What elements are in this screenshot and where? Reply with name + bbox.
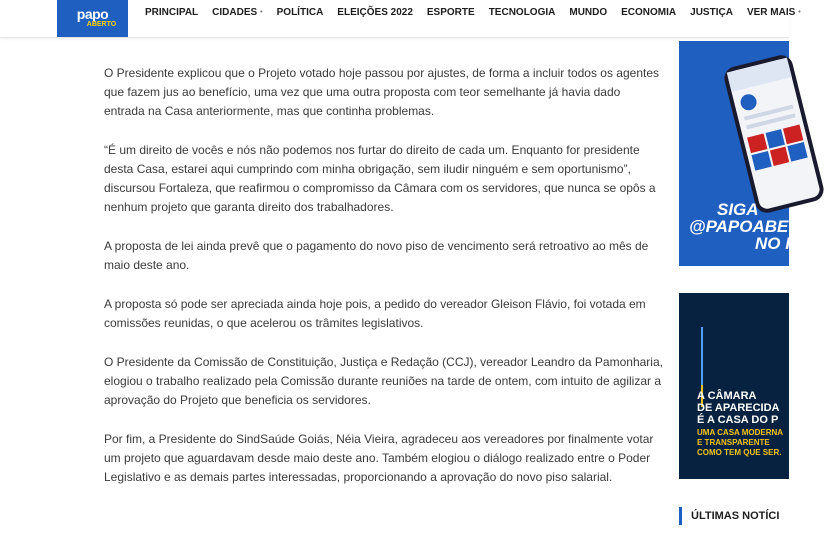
- nav-ver-mais[interactable]: [747, 7, 801, 18]
- nav-politica[interactable]: [277, 7, 324, 18]
- site-logo[interactable]: [57, 0, 128, 37]
- instagram-ad-text: [689, 201, 790, 252]
- camara-ad-subtitle: [697, 428, 783, 458]
- logo-text: papo: [76, 6, 109, 22]
- phone-mockup-image: [722, 53, 826, 215]
- article-paragraph: A proposta só pode ser apreciada ainda hoje pois, a pedido do vereador Gleison Flávio, foi votada em comissões reunidas, o que acelerou os trâmites legislativos.: [104, 297, 646, 330]
- nav-cidades[interactable]: [212, 7, 262, 18]
- article-paragraph: O Presidente explicou que o Projeto votado hoje passou por ajustes, de forma a incluir todos os agentes que fazem jus ao benefício, uma vez que uma outra proposta com teor semelhante já havia dado entrada na Casa anteriormente, mas que continha problemas.: [104, 66, 660, 118]
- ad-line: A CÂMARA: [697, 390, 757, 402]
- camara-ad-title: [697, 390, 780, 426]
- latest-news-heading: ÚLTIMAS NOTÍCI: [679, 507, 779, 525]
- nav-justica[interactable]: [690, 7, 733, 18]
- nav-label: TECNOLOGIA: [488, 6, 556, 18]
- article-paragraph: O Presidente da Comissão de Constituição, Justiça e Redação (CCJ), vereador Leandro da Pamonharia, elogiou o trabalho realizado pela Comissão durante reuniões na tarde de ontem, com intuito de agilizar a aprovação do Projeto que beneficia os servidores.: [104, 355, 663, 407]
- dropdown-dot-icon: •: [798, 8, 801, 16]
- ad-line: SIGA: [717, 200, 759, 219]
- camara-ad-banner[interactable]: [679, 293, 789, 479]
- ad-line: @PAPOABE: [689, 217, 789, 236]
- nav-tecnologia[interactable]: [489, 7, 556, 18]
- nav-label: MUNDO: [569, 6, 608, 18]
- ad-line: E TRANSPARENTE: [697, 438, 770, 447]
- article-paragraph: A proposta de lei ainda prevê que o pagamento do novo piso de vencimento será retroativo ao mês de maio deste ano.: [104, 239, 649, 272]
- article-paragraph: Por fim, a Presidente do SindSaúde Goiás, Néia Vieira, agradeceu aos vereadores por finalmente votar um projeto que aguardavam desde maio deste ano. Também elogiou o diálogo realizado entre o Poder Legislativo e as demais partes interessadas, proporcionando a aprovação do novo piso salarial.: [104, 432, 654, 484]
- nav-label: ELEIÇÕES 2022: [337, 6, 413, 18]
- nav-label: JUSTIÇA: [690, 6, 733, 18]
- article-paragraph: “É um direito de vocês e nós não podemos nos furtar do direito de cada um. Enquanto for presidente desta Casa, estarei aqui cumprindo com minha obrigação, sem iludir ninguém e sem oportunismo”, discursou Fortaleza, que reafirmou o compromisso da Câmara com os servidores, que nunca se opôs a nenhum projeto que garanta direito dos trabalhadores.: [104, 143, 656, 214]
- instagram-ad-banner[interactable]: [679, 41, 789, 266]
- nav-label: ECONOMIA: [621, 6, 677, 18]
- nav-esporte[interactable]: [427, 7, 475, 18]
- nav-label: POLÍTICA: [276, 6, 324, 18]
- decorative-line: [701, 327, 703, 385]
- ad-line: UMA CASA MODERNA: [697, 428, 784, 437]
- nav-label: CIDADES: [212, 6, 258, 18]
- logo-subtext: ABERTO: [86, 21, 117, 28]
- ad-line: DE APARECIDA: [697, 402, 780, 414]
- nav-label: ESPORTE: [426, 6, 475, 18]
- nav-mundo[interactable]: [569, 7, 607, 18]
- dropdown-dot-icon: •: [260, 8, 263, 16]
- nav-eleicoes-2022[interactable]: [337, 7, 413, 18]
- nav-label: VER MAIS: [746, 6, 796, 18]
- ad-line: É A CASA DO P: [697, 414, 779, 426]
- article-body: [104, 64, 664, 507]
- ad-line: COMO TEM QUE SER.: [697, 448, 782, 457]
- main-nav: [145, 0, 815, 24]
- nav-label: PRINCIPAL: [145, 6, 199, 18]
- nav-economia[interactable]: [621, 7, 676, 18]
- nav-principal[interactable]: [145, 7, 198, 18]
- site-header: [0, 0, 801, 38]
- ad-line: NO I: [755, 234, 790, 253]
